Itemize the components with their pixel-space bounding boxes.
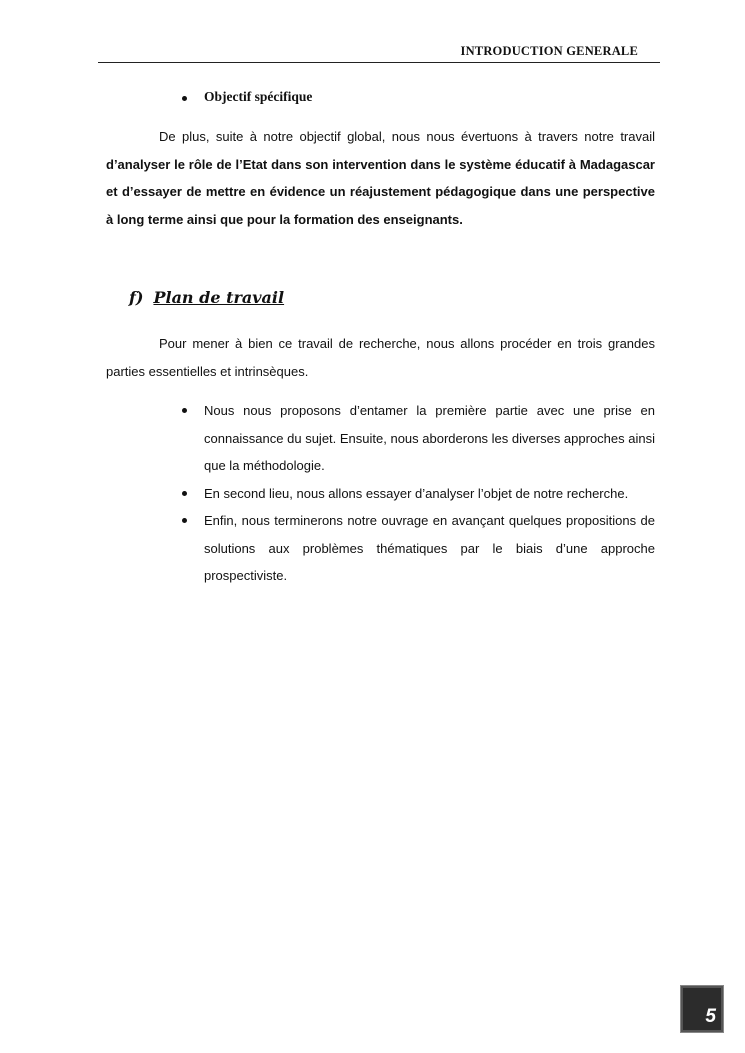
- section-letter: f): [129, 288, 144, 307]
- list-item-text: Nous nous proposons d’entamer la première partie avec une prise en connaissance du sujet. Ensuite, nous aborderons les diverses approches ainsi que la méthodologie.: [204, 403, 655, 473]
- section-title-text: Plan de travail: [153, 288, 285, 307]
- page-number-box: [680, 985, 724, 1033]
- page-header: [98, 42, 660, 63]
- plan-intro: Pour mener à bien ce travail de recherche, nous allons procéder en trois grandes parties essentielles et intrinsèques.: [106, 336, 655, 379]
- bullet-icon: [182, 96, 187, 101]
- objective-bold-text: d’analyser le rôle de l’Etat dans son intervention dans le système éducatif à Madagascar et d’essayer de mettre en évidence un réajustement pédagogique dans une perspective à long terme ainsi que pour la formation des enseignants.: [106, 156, 655, 227]
- bullet-icon: [182, 491, 187, 496]
- bullet-icon: [182, 518, 187, 523]
- section-title: [129, 288, 284, 307]
- page-number: 5: [705, 1006, 716, 1027]
- objective-heading: [182, 89, 312, 105]
- bullet-icon: [182, 408, 187, 413]
- objective-intro: De plus, suite à notre objectif global, nous nous évertuons à travers notre travail: [159, 129, 655, 144]
- objective-paragraph: [106, 123, 655, 233]
- list-item-text: Enfin, nous terminerons notre ouvrage en avançant quelques propositions de solutions aux problèmes thématiques par le biais d’une approche prospectiviste.: [204, 513, 655, 583]
- list-item: [182, 397, 655, 480]
- plan-list: [182, 397, 655, 590]
- header-title: INTRODUCTION GENERALE: [460, 44, 638, 58]
- list-item: [182, 480, 655, 508]
- objective-heading-text: Objectif spécifique: [204, 89, 313, 104]
- list-item: [182, 507, 655, 590]
- list-item-text: En second lieu, nous allons essayer d’analyser l’objet de notre recherche.: [204, 485, 629, 501]
- plan-paragraph: [106, 330, 655, 385]
